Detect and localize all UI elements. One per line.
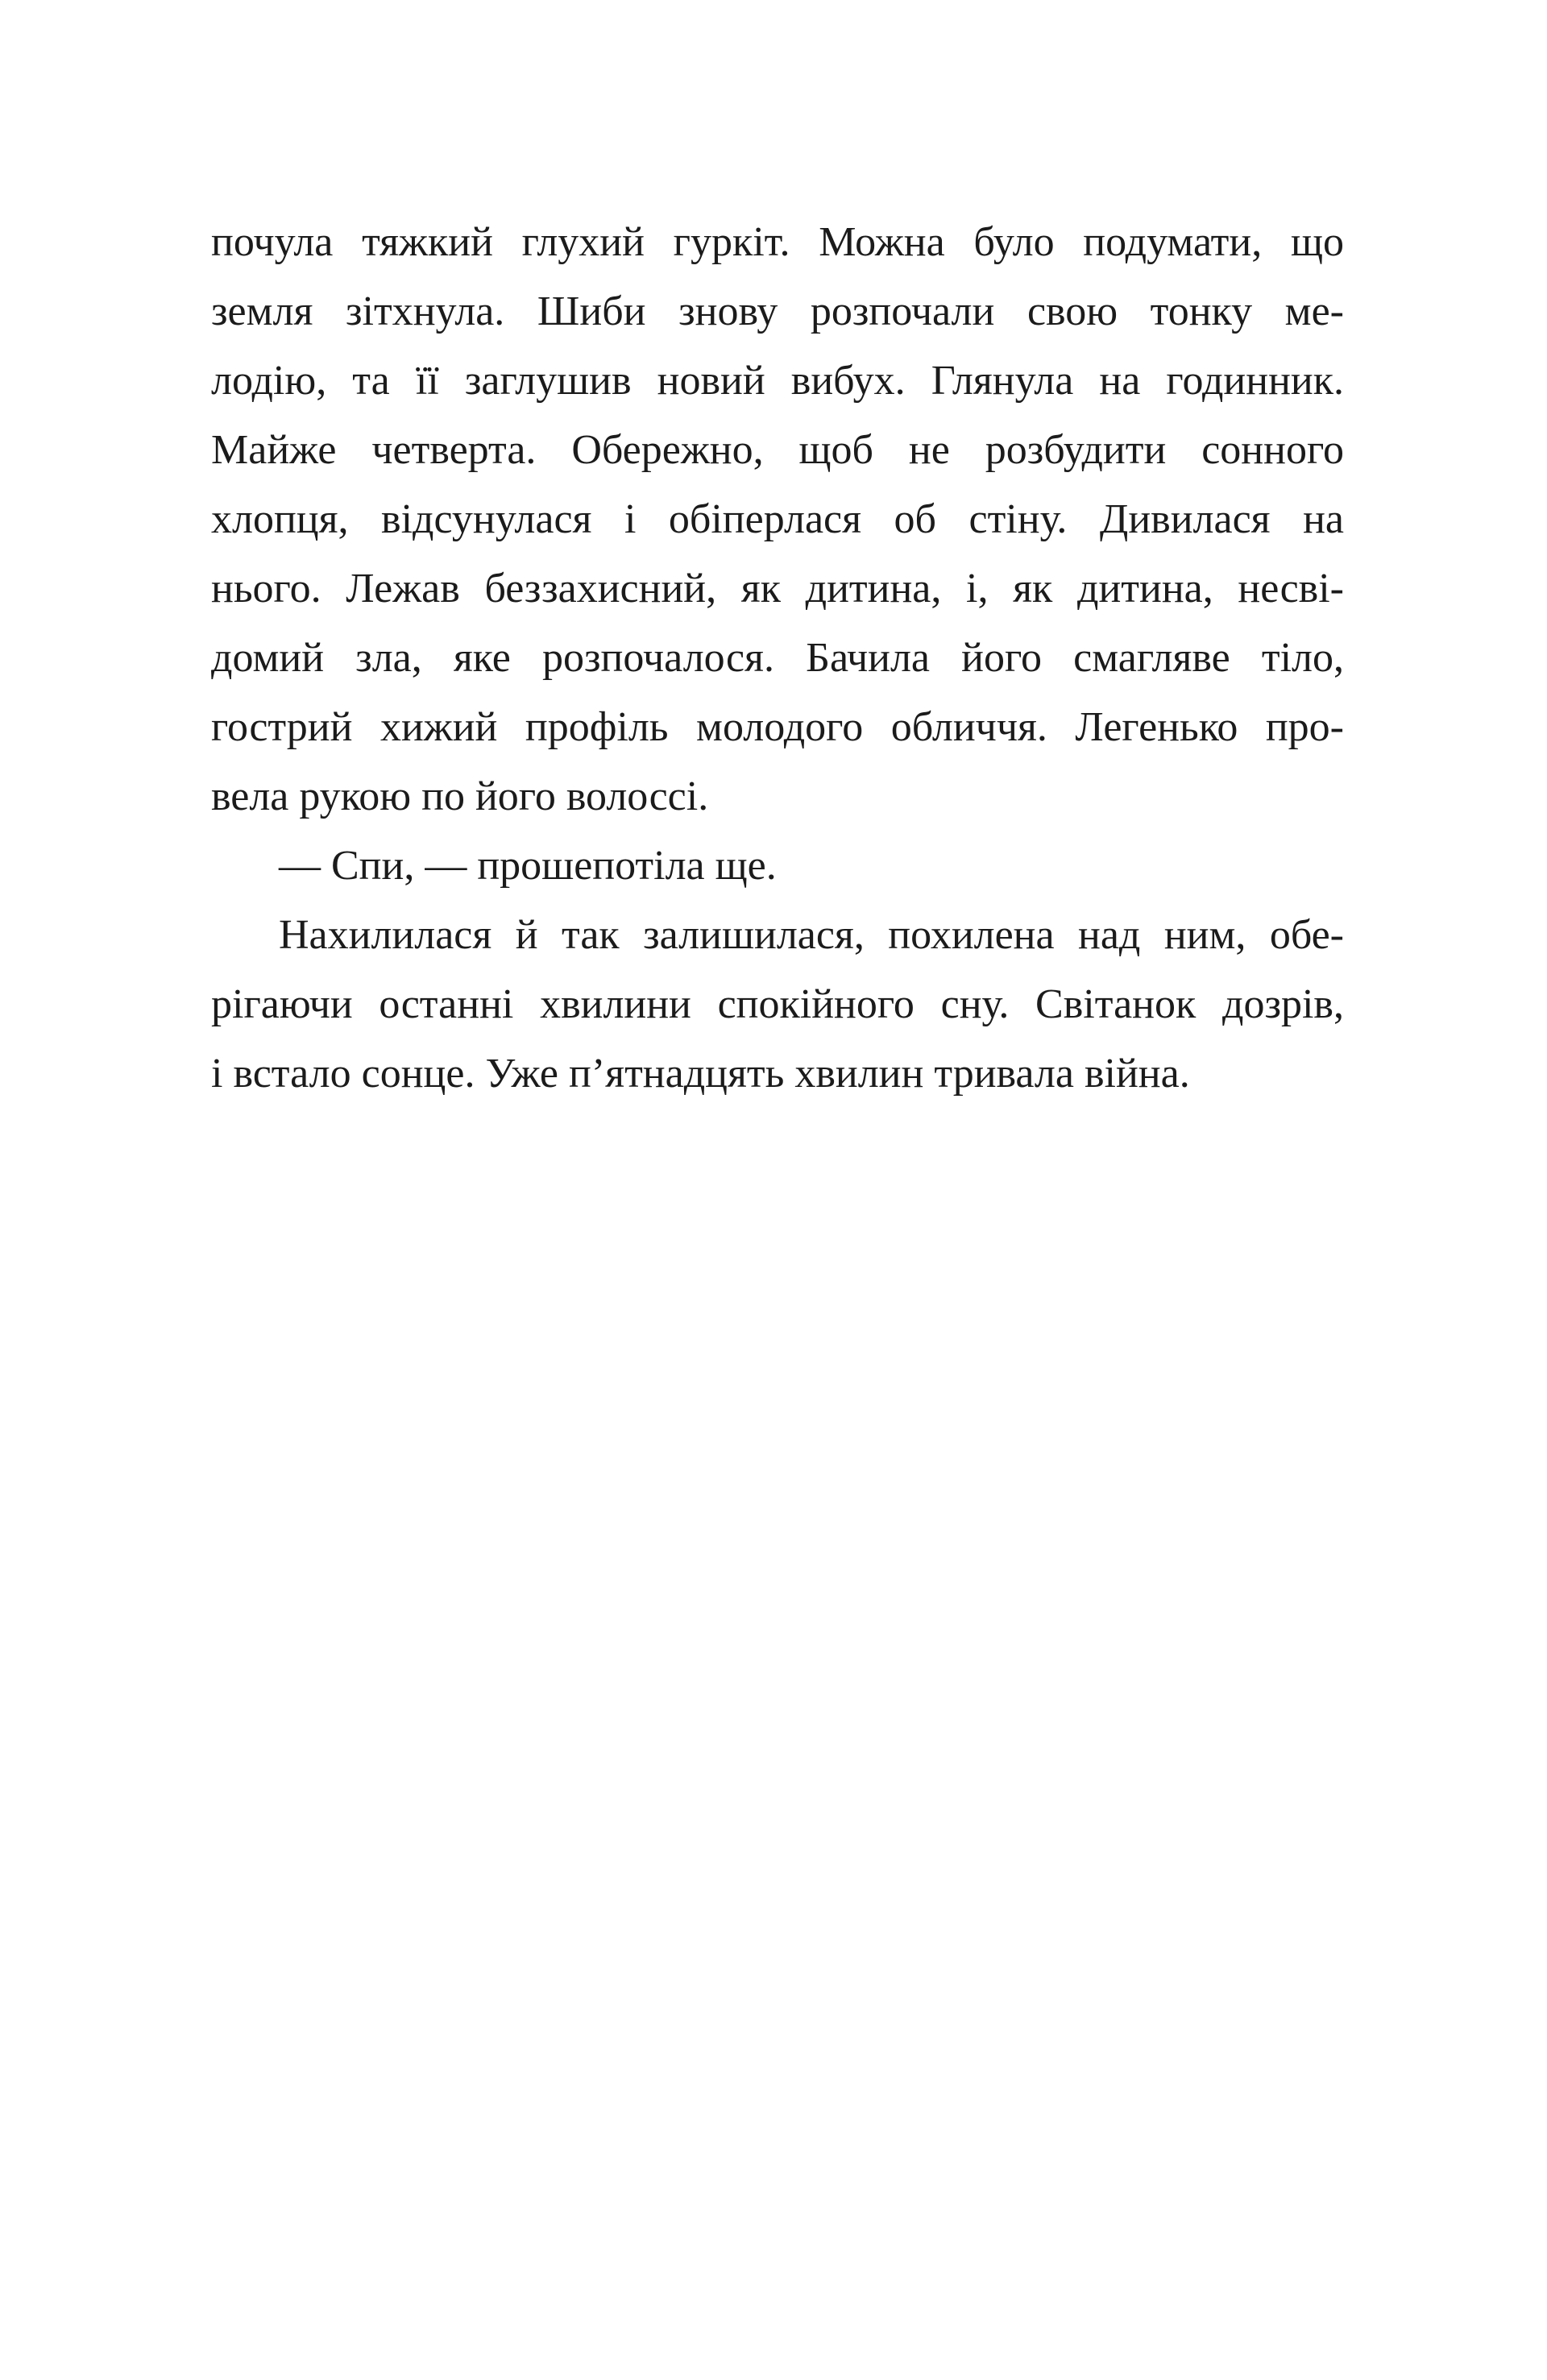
text-line: рігаючи останні хвилини спокійного сну. Світанок дозрів, — [211, 981, 1344, 1027]
text-line: — Спи, — прошепотіла ще. — [279, 843, 777, 889]
text-line: Нахилилася й так залишилася, похилена над ним, обе- — [279, 912, 1344, 958]
text-line: домий зла, яке розпочалося. Бачила його смагляве тіло, — [211, 635, 1344, 681]
text-line: земля зітхнула. Шиби знову розпочали свою тонку ме- — [211, 288, 1344, 334]
text-line: нього. Лежав беззахисний, як дитина, і, як дитина, несві- — [211, 566, 1344, 612]
text-line: і встало сонце. Уже п’ятнадцять хвилин тривала війна. — [211, 1051, 1190, 1097]
text-line: хлопця, відсунулася і обіперлася об стіну. Дивилася на — [211, 496, 1344, 542]
text-line: вела рукою по його волоссі. — [211, 773, 709, 819]
page-text-block — [211, 208, 1344, 1109]
text-line: лодію, та її заглушив новий вибух. Глянула на годинник. — [211, 358, 1344, 404]
text-line: гострий хижий профіль молодого обличчя. Легенько про- — [211, 704, 1344, 750]
text-line: Майже четверта. Обережно, щоб не розбудити сонного — [211, 427, 1344, 473]
text-line: почула тяжкий глухий гуркіт. Можна було подумати, що — [211, 219, 1344, 265]
